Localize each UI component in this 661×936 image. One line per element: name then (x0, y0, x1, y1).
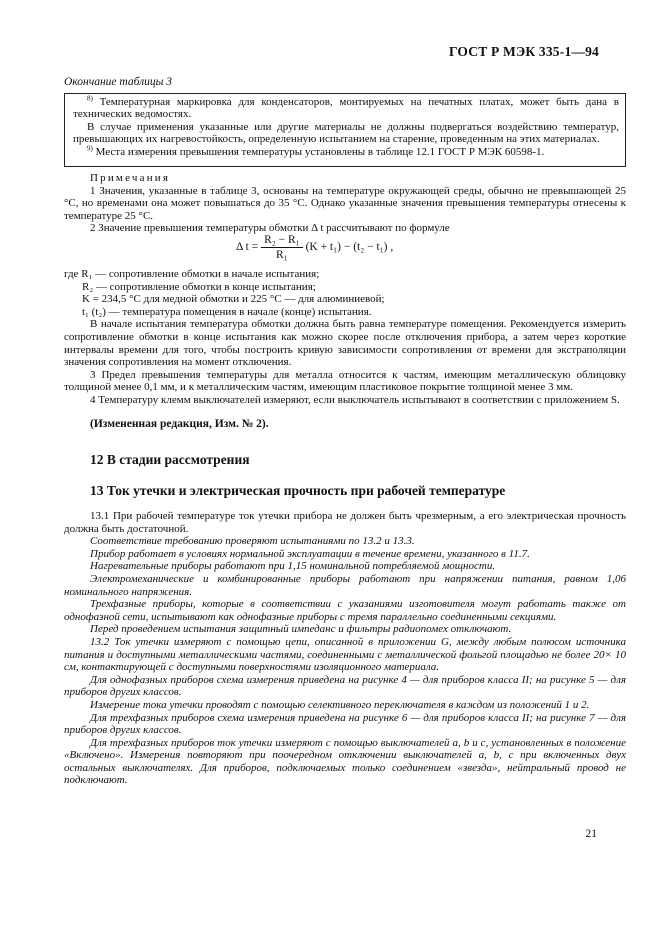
notes-block-1 (64, 172, 626, 235)
clause-13-1: 13.1 При рабочей температуре ток утечки прибора не должен быть чрезмерным, а его электрическая прочность должна быть достаточной. (64, 510, 626, 535)
clause-13-1-motor: Электромеханические и комбинированные приборы работают при напряжении питания, равном 1,06 номинального напряжения. (64, 572, 626, 598)
note-1: 1 Значения, указанные в таблице 3, основаны на температуре окружающей среды, обычно не превышающей 25 °С, но временами она может повышаться до 35 °С. Однако указанные значения превышения температуры отнесены к температуре 25 °С. (64, 184, 626, 222)
where-k: K = 234,5 °С для медной обмотки и 225 °С — для алюминиевой; (82, 293, 385, 306)
section-13-body (64, 510, 626, 787)
clause-13-1-disconnect: Перед проведением испытания защитный импеданс и фильтры радиопомех отключают. (90, 623, 512, 636)
table-footnotes-box (64, 93, 626, 167)
footnote-9-text: Места измерения превышения температуры установлены в таблице 12.1 ГОСТ Р МЭК 60598-1. (92, 145, 545, 158)
clause-13-1-heating: Нагревательные приборы работают при 1,15 номинальной потребляемой мощности. (90, 560, 496, 573)
document-header: ГОСТ Р МЭК 335-1—94 (448, 44, 599, 59)
clause-13-2-single-phase: Для однофазных приборов схема измерения приведена на рисунке 4 — для приборов класса II; на рисунке 5 — для приборов других классов. (64, 673, 626, 699)
formula-denominator: R₁ (276, 249, 288, 261)
footnote-9-mark: 9) (87, 143, 93, 152)
section-12-heading: 12 В стадии рассмотрения (90, 452, 250, 467)
clause-13-2: 13.2 Ток утечки измеряют с помощью цепи, описанной в приложении G, между любым полюсом источника питания и доступными металлическими частями, соединенными с металлической фольгой площадью не более 20× 10 см, контактирующей с доступными поверхностями изоляционного материала. (64, 635, 626, 674)
note-3: 3 Предел превышения температуры для металла относится к частям, имеющим металлическую облицовку толщиной менее 0,1 мм, и к металлическим частям, имеющим пластиковое покрытие толщиной менее 3 мм. (64, 368, 626, 394)
note-4: 4 Температуру клемм выключателей измеряют, если выключатель испытывают в соответствии с приложением S. (90, 393, 620, 406)
footnote-8-mark: 8) (87, 94, 93, 103)
notes-title: Примечания (90, 172, 171, 184)
clause-13-2-three-phase-switches: Для трехфазных приборов ток утечки измеряют с помощью выключателей а, b и с, установленных в положение «Включено». Измерения повторяют при поочередном отключении выключателей а, b, с при включенных двух остальных выключателях. Для приборов, подключаемых только соединением «звезда», нейтральный провод не подключают. (64, 736, 626, 787)
note-2: 2 Значение превышения температуры обмотки Δ t рассчитывают по формуле (90, 222, 450, 235)
footnote-8-continuation: В случае применения указанные или другие материалы не должны подвергаться воздействию температур, превышающих их нагревостойкость, определенную испытанием на старение, проведенным на этих материалах. (73, 120, 619, 146)
clause-13-2-three-phase-diagram: Для трехфазных приборов схема измерения приведена на рисунке 6 — для приборов класса II; на рисунке 7 — для приборов других классов. (64, 711, 626, 737)
where-t: t₁ (t₂) — температура помещения в начале (конце) испытания. (82, 305, 372, 318)
table-end-label: Окончание таблицы 3 (64, 76, 172, 88)
clause-13-2-selector: Измерение тока утечки проводят с помощью селективного переключателя в каждом из положений 1 и 2. (90, 698, 590, 711)
formula-rhs: (K + t₁) − (t₂ − t₁) , (305, 241, 394, 254)
page-number: 21 (585, 828, 597, 840)
formula-fraction (261, 233, 303, 262)
footnote-9 (73, 143, 619, 158)
formula-lhs: Δ t = (236, 241, 259, 254)
footnote-8 (73, 96, 619, 121)
where-r2: R₂ — сопротивление обмотки в конце испытания; (82, 280, 316, 293)
where-r1: где R₁ — сопротивление обмотки в начале испытания; (64, 268, 320, 280)
section-13-heading: 13 Ток утечки и электрическая прочность при рабочей температуре (90, 483, 506, 498)
clause-13-1-three-phase: Трехфазные приборы, которые в соответствии с указаниями изготовителя могут работать также от однофазной сети, испытывают как однофазные приборы с тремя параллельно соединенными секциями. (64, 598, 626, 623)
clause-13-1-operation: Прибор работает в условиях нормальной эксплуатации в течение времени, указанного в 11.7. (90, 547, 530, 560)
temperature-rise-formula (236, 233, 556, 265)
amendment-note: (Измененная редакция, Изм. № 2). (90, 418, 269, 430)
clause-13-1-compliance: Соответствие требованию проверяют испытаниями по 13.2 и 13.3. (90, 535, 415, 548)
formula-numerator: R₂ − R₁ (261, 233, 303, 248)
notes-block-2 (64, 268, 626, 407)
footnote-8-text: Температурная маркировка для конденсаторов, монтируемых на печатных платах, может быть дана в технических ведомостях. (73, 96, 619, 121)
note-2-start: В начале испытания температура обмотки должна быть равна температуре помещения. Рекомендуется измерить сопротивление обмотки в конце испытания как можно скорее после отключения прибора, а затем через короткие интервалы времени для того, чтобы построить кривую зависимости сопротивления от времени для экстраполяции значения сопротивления на момент отключения. (64, 318, 626, 369)
